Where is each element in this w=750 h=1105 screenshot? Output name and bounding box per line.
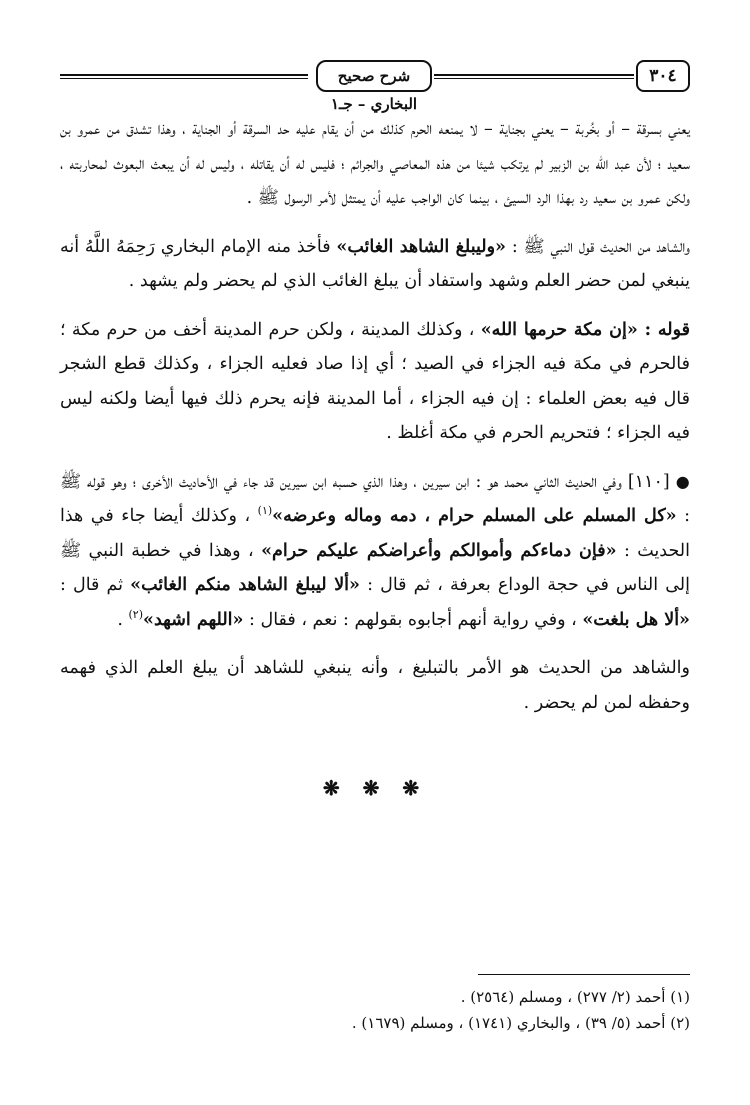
p4-text-c: ، وهذا في خطبة النبي ﷺ إلى الناس في حجة الوداع بعرفة ، ثم قال : [60, 540, 690, 595]
hadith-quote: «ألا ليبلغ الشاهد منكم الغائب» [130, 575, 360, 595]
footnotes [60, 984, 690, 1036]
hadith-quote: «ألا هل بلغت» [582, 609, 690, 630]
paragraph-3 [60, 313, 690, 451]
hadith-quote: «إن مكة حرمها الله» [480, 319, 638, 340]
hadith-quote: «اللهم اشهد» [143, 609, 244, 630]
paragraph-1: يعني بسرقة – أو بخُربة – يعني بجناية – لا يمنعه الحرم كذلك من أن يقام عليه حد السرقة أو الجناية ، وهذا تشدق من عمرو بن سعيد ؛ لأن عبد الله بن الزبير لم يرتكب شيئا من هذه المعاصي والجرائم ؛ فليس له أن يقاتله ، وليس له أن يبعث البعوث لمحاربته ، ولكن عمرو بن سعيد رد بهذا الرد السيئ ، بينما كان الواجب عليه أن يمتثل لأمر الرسول ﷺ . [60, 119, 690, 208]
p2-text-b: فأخذ منه الإمام البخاري رَحِمَهُ اللَّهُ أنه ينبغي لمن حضر العلم وشهد واستفاد أن يبلغ الغائب الذي لم يحضر ولم يشهد . [60, 236, 690, 291]
p3-lead: قوله : [637, 319, 690, 340]
hadith-quote: «وليبلغ الشاهد الغائب» [336, 236, 506, 257]
p4-text-f: . [117, 609, 129, 630]
page-header [60, 60, 688, 113]
paragraph-2 [60, 230, 690, 299]
paragraph-4 [60, 465, 690, 638]
p2-text-a: والشاهد من الحديث قول النبي ﷺ : [506, 236, 690, 257]
p4-text-d: ثم قال : [60, 575, 131, 595]
p4-text-a: [١١٠] وفي الحديث الثاني محمد هو : ابن سيرين ، وهذا الذي حسبه ابن سيرين قد جاء في الأحاديث الأخرى ؛ وهو قوله ﷺ : [60, 471, 691, 526]
running-title: شرح صحيح البخاري – جـ١ [316, 60, 432, 92]
bullet-icon: ● [675, 471, 690, 491]
p4-text-e: ، وفي رواية أنهم أجابوه بقولهم : نعم ، فقال : [243, 609, 583, 630]
page-number: ٣٠٤ [636, 60, 690, 92]
footnote-rule [478, 974, 690, 975]
footnote-ref-2: (٢) [128, 607, 144, 621]
footnote-2: (٢) أحمد (٥/ ٣٩) ، والبخاري (١٧٤١) ، ومسلم (١٦٧٩) . [351, 1014, 690, 1032]
header-rule-right [434, 74, 634, 79]
footnote-ref-1: (١) [257, 504, 273, 518]
header-rule-left [60, 74, 308, 79]
section-separator: ❋ ❋ ❋ [322, 776, 428, 800]
hadith-quote: «فإن دماءكم وأموالكم وأعراضكم عليكم حرام» [261, 540, 617, 561]
p4-text-b: ، وكذلك أيضا جاء في هذا الحديث : [60, 506, 690, 561]
footnote-1: (١) أحمد (٢/ ٢٧٧) ، ومسلم (٢٥٦٤) . [460, 988, 690, 1006]
hadith-quote: «كل المسلم على المسلم حرام ، دمه وماله وعرضه» [272, 506, 677, 526]
paragraph-5: والشاهد من الحديث هو الأمر بالتبليغ ، وأنه ينبغي للشاهد أن يبلغ العلم الذي فهمه وحفظه لمن لم يحضر . [60, 658, 690, 713]
main-text [60, 112, 690, 734]
p3-text: ، وكذلك المدينة ، ولكن حرم المدينة أخف من حرم مكة ؛ فالحرم في مكة فيه الجزاء في الصيد ؛ أي إذا صاد فعليه الجزاء ، وكذلك قطع الشجر قال فيه بعض العلماء : إن فيه الجزاء ، أما المدينة فإنه يحرم ذلك فيها أيضا ولكنه ليس فيه الجزاء ؛ فتحريم الحرم في مكة أغلظ . [60, 319, 690, 443]
